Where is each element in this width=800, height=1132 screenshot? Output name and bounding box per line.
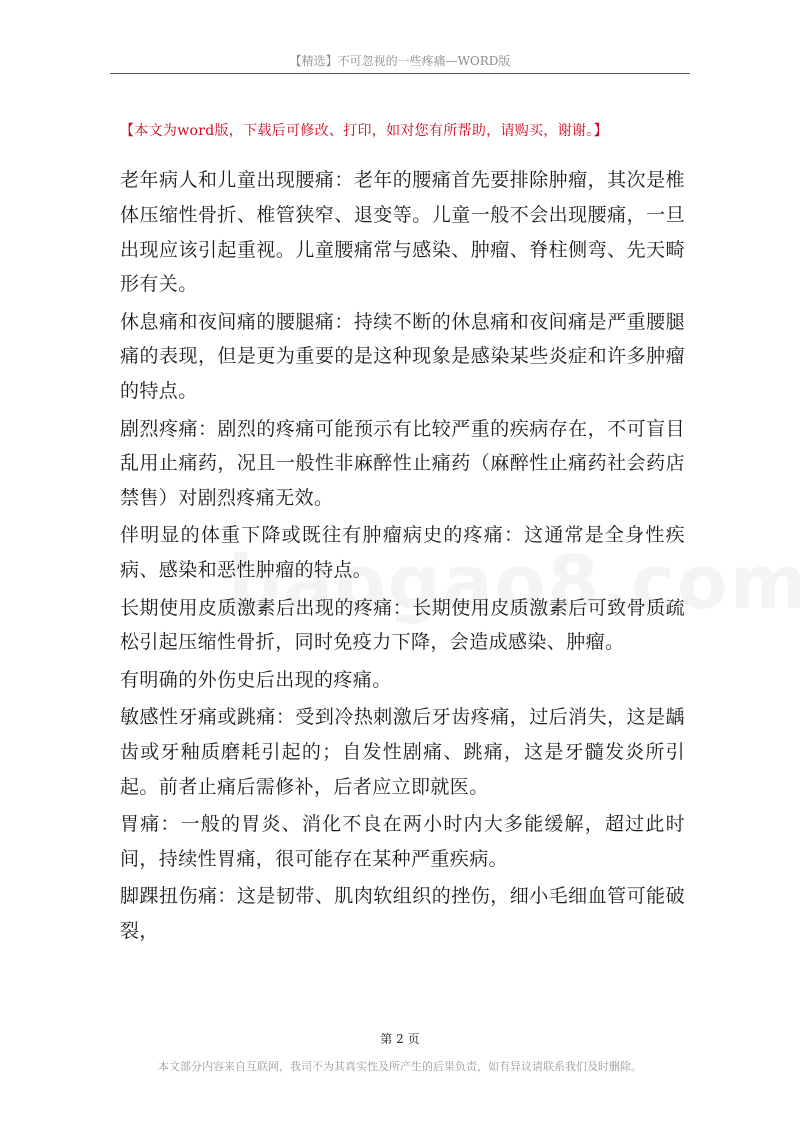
page-header: 【精选】不可忽视的一些疼痛—WORD版 — [289, 54, 511, 68]
paragraph-stomach-pain: 胃痛：一般的胃炎、消化不良在两小时内大多能缓解，超过此时间，持续性胃痛，很可能存在某种严重疾病。 — [120, 812, 685, 870]
paragraph-severe-pain: 剧烈疼痛：剧烈的疼痛可能预示有比较严重的疾病存在，不可盲目乱用止痛药，况且一般性非麻醉性止痛药（麻醉性止痛药社会药店禁售）对剧烈疼痛无效。 — [120, 417, 685, 510]
page-number: 第 2 页 — [380, 1032, 420, 1046]
paragraph-toothache: 敏感性牙痛或跳痛：受到冷热刺激后牙齿疼痛，过后消失，这是龋齿或牙釉质磨耗引起的；自发性剧痛、跳痛，这是牙髓发炎所引起。前者止痛后需修补，后者应立即就医。 — [120, 705, 685, 798]
paragraph-rest-night-pain: 休息痛和夜间痛的腰腿痛：持续不断的休息痛和夜间痛是严重腰腿痛的表现，但是更为重要的是这种现象是感染某些炎症和许多肿瘤的特点。 — [120, 310, 685, 403]
paragraph-corticosteroid-pain: 长期使用皮质激素后出现的疼痛：长期使用皮质激素后可致骨质疏松引起压缩性骨折，同时免疫力下降，会造成感染、肿瘤。 — [120, 596, 685, 654]
header-divider — [110, 73, 690, 74]
paragraph-ankle-sprain: 脚踝扭伤痛：这是韧带、肌肉软组织的挫伤，细小毛细血管可能破裂， — [120, 884, 685, 942]
paragraph-elderly-children-back-pain: 老年病人和儿童出现腰痛：老年的腰痛首先要排除肿瘤，其次是椎体压缩性骨折、椎管狭窄、退变等。儿童一般不会出现腰痛，一旦出现应该引起重视。儿童腰痛常与感染、肿瘤、脊柱侧弯、先天畸形有关。 — [120, 169, 685, 296]
paragraph-weight-loss-pain: 伴明显的体重下降或既往有肿瘤病史的疼痛：这通常是全身性疾病、感染和恶性肿瘤的特点。 — [120, 524, 685, 582]
paragraph-trauma-pain: 有明确的外伤史后出现的疼痛。 — [120, 668, 392, 691]
download-notice: 【本文为word版，下载后可修改、打印，如对您有所帮助，请购买，谢谢。】 — [120, 123, 608, 139]
footer-disclaimer: 本文部分内容来自互联网，我司不为其真实性及所产生的后果负责，如有异议请联系我们及时删除。 — [158, 1060, 642, 1073]
document-body — [120, 163, 685, 951]
